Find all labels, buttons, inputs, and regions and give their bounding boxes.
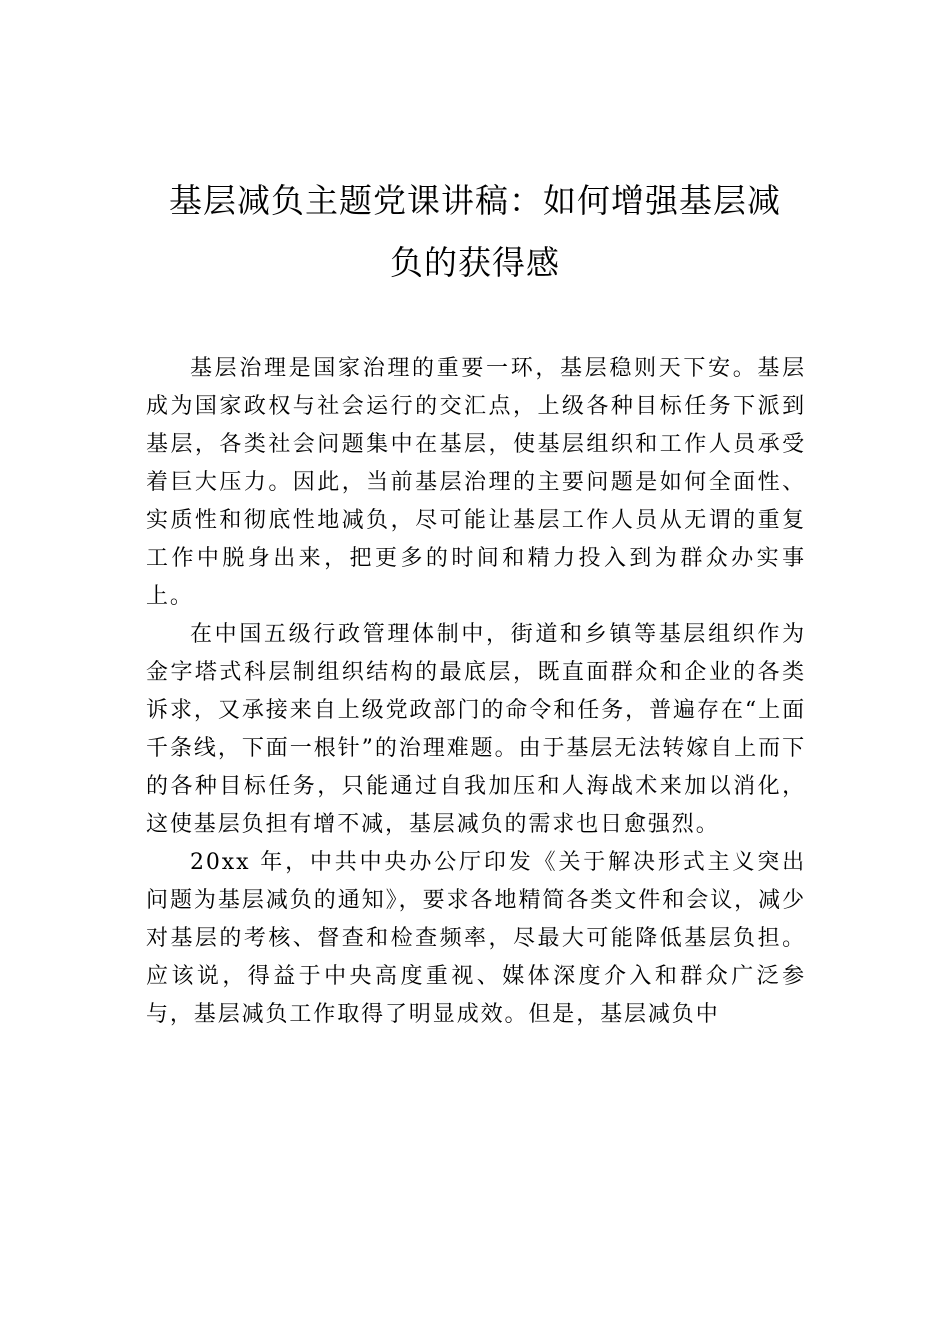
- paragraph-3: 20xx 年，中共中央办公厅印发《关于解决形式主义突出问题为基层减负的通知》，要求各地精简各类文件和会议，减少对基层的考核、督查和检查频率，尽最大可能降低基层负担。应该说，得益于中央高度重视、媒体深度介入和群众广泛参与，基层减负工作取得了明显成效。但是，基层减负中: [146, 850, 806, 1027]
- paragraph-1: 基层治理是国家治理的重要一环，基层稳则天下安。基层成为国家政权与社会运行的交汇点，上级各种目标任务下派到基层，各类社会问题集中在基层，使基层组织和工作人员承受着巨大压力。因此，当前基层治理的主要问题是如何全面性、实质性和彻底性地减负，尽可能让基层工作人员从无谓的重复工作中脱身出来，把更多的时间和精力投入到为群众办实事上。: [146, 356, 806, 609]
- title-line-1: 基层减负主题党课讲稿：如何增强基层减: [169, 181, 781, 220]
- document-title: [100, 170, 850, 294]
- document-body: [146, 350, 806, 1034]
- title-line-2: 负的获得感: [390, 243, 560, 282]
- paragraph-2: 在中国五级行政管理体制中，街道和乡镇等基层组织作为金字塔式科层制组织结构的最底层，既直面群众和企业的各类诉求，又承接来自上级党政部门的命令和任务，普遍存在“上面千条线，下面一根针”的治理难题。由于基层无法转嫁自上而下的各种目标任务，只能通过自我加压和人海战术来加以消化，这使基层负担有增不减，基层减负的需求也日愈强烈。: [146, 622, 806, 837]
